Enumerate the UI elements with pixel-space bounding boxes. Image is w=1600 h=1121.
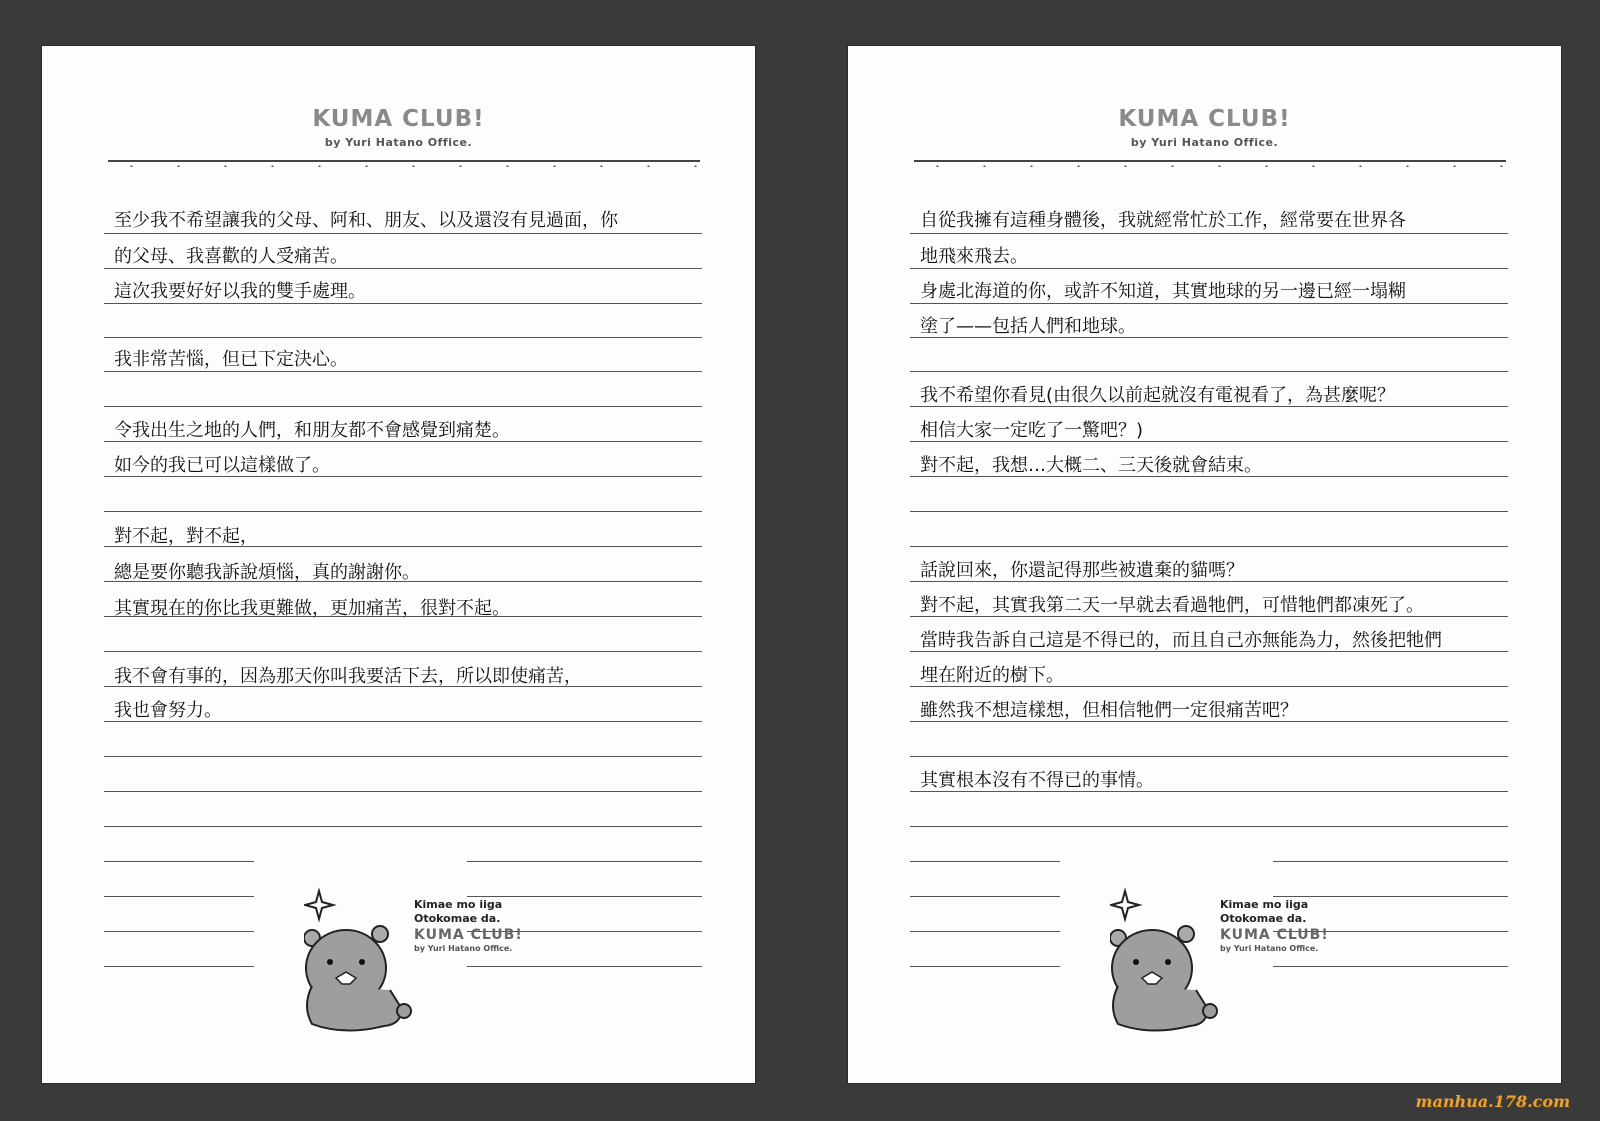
ruled-line [104,931,254,932]
letter-line: 如今的我已可以這樣做了。 [114,455,330,476]
letter-line: 對不起，我想…大概二、三天後就會結束。 [920,455,1262,476]
letter-line: 當時我告訴自己這是不得已的，而且自己亦無能為力，然後把牠們 [920,630,1442,651]
letter-line: 我不希望你看見(由很久以前起就沒有電視看了，為甚麼呢？ [920,385,1396,406]
letter-line: 其實根本沒有不得已的事情。 [920,770,1154,791]
letter-line: 話說回來，你還記得那些被遺棄的貓嗎？ [920,560,1244,581]
ruled-line [104,371,702,372]
ruled-line [104,511,702,512]
ruled-line [104,337,702,338]
letter-line: 我也會努力。 [114,700,222,721]
mascot-caption-line: Otokomae da. [414,912,501,925]
ruled-line [104,268,702,269]
page-header-subtitle: by Yuri Hatano Office. [324,136,473,149]
header-dotted-rule [914,165,1506,167]
mascot-caption-title: KUMA CLUB! [1220,927,1329,943]
ruled-line [910,303,1508,304]
letter-line: 地飛來飛去。 [920,246,1028,267]
ruled-line [104,861,254,862]
letter-line: 這次我要好好以我的雙手處理。 [114,281,366,302]
ruled-line [910,896,1060,897]
letter-line: 自從我擁有這種身體後，我就經常忙於工作，經常要在世界各 [920,210,1406,231]
ruled-line [910,931,1060,932]
ruled-line [910,826,1508,827]
letter-line: 我非常苦惱，但已下定決心。 [114,349,348,370]
ruled-line [910,511,1508,512]
letter-line: 的父母、我喜歡的人受痛苦。 [114,246,348,267]
letter-line: 總是要你聽我訴說煩惱，真的謝謝你。 [114,562,420,583]
ruled-line [910,861,1060,862]
letter-line: 相信大家一定吃了一驚吧？) [920,420,1144,441]
ruled-line [104,756,702,757]
letter-line: 對不起，對不起， [114,526,258,547]
mascot-caption-line: Kimae mo iiga [1220,898,1309,911]
ruled-line [910,546,1508,547]
ruled-line [1273,861,1508,862]
page-header-title: KUMA CLUB! [312,106,485,132]
ruled-line [467,896,702,897]
ruled-line [104,966,254,967]
letter-line: 雖然我不想這樣想，但相信牠們一定很痛苦吧？ [920,700,1298,721]
ruled-line [1273,966,1508,967]
ruled-line [910,756,1508,757]
mascot-caption-credit: by Yuri Hatano Office. [414,944,513,953]
mascot-caption-title: KUMA CLUB! [414,927,523,943]
letter-line: 塗了——包括人們和地球。 [920,316,1136,337]
ruled-line [104,303,702,304]
ruled-line [104,896,254,897]
letter-line: 埋在附近的樹下。 [920,665,1064,686]
mascot-caption [414,898,523,954]
ruled-line [910,966,1060,967]
site-watermark: manhua.178.com [1415,1092,1570,1111]
ruled-line [104,651,702,652]
ruled-line [910,371,1508,372]
header-dotted-rule [108,165,700,167]
ruled-line [104,233,702,234]
right-page [848,46,1561,1083]
mascot-caption-line: Otokomae da. [1220,912,1307,925]
ruled-line [104,406,702,407]
page-header-title: KUMA CLUB! [1118,106,1291,132]
letter-line: 我不會有事的，因為那天你叫我要活下去，所以即使痛苦， [114,666,582,687]
header-rule [914,160,1506,162]
letter-line: 至少我不希望讓我的父母、阿和、朋友、以及還沒有見過面，你 [114,210,618,231]
letter-line: 對不起，其實我第二天一早就去看過牠們，可惜牠們都凍死了。 [920,595,1424,616]
mascot-caption-line: Kimae mo iiga [414,898,503,911]
header-rule [108,160,700,162]
mascot-caption [1220,898,1329,954]
ruled-line [467,966,702,967]
mascot-caption-credit: by Yuri Hatano Office. [1220,944,1319,953]
letter-line: 身處北海道的你，或許不知道，其實地球的另一邊已經一塌糊 [920,281,1406,302]
ruled-line [910,268,1508,269]
left-page [42,46,755,1083]
ruled-line [104,791,702,792]
letter-line: 其實現在的你比我更難做，更加痛苦，很對不起。 [114,598,510,619]
ruled-line [104,826,702,827]
page-header-subtitle: by Yuri Hatano Office. [1130,136,1279,149]
ruled-line [467,861,702,862]
ruled-line [910,233,1508,234]
letter-line: 令我出生之地的人們，和朋友都不會感覺到痛楚。 [114,420,510,441]
ruled-line [1273,896,1508,897]
